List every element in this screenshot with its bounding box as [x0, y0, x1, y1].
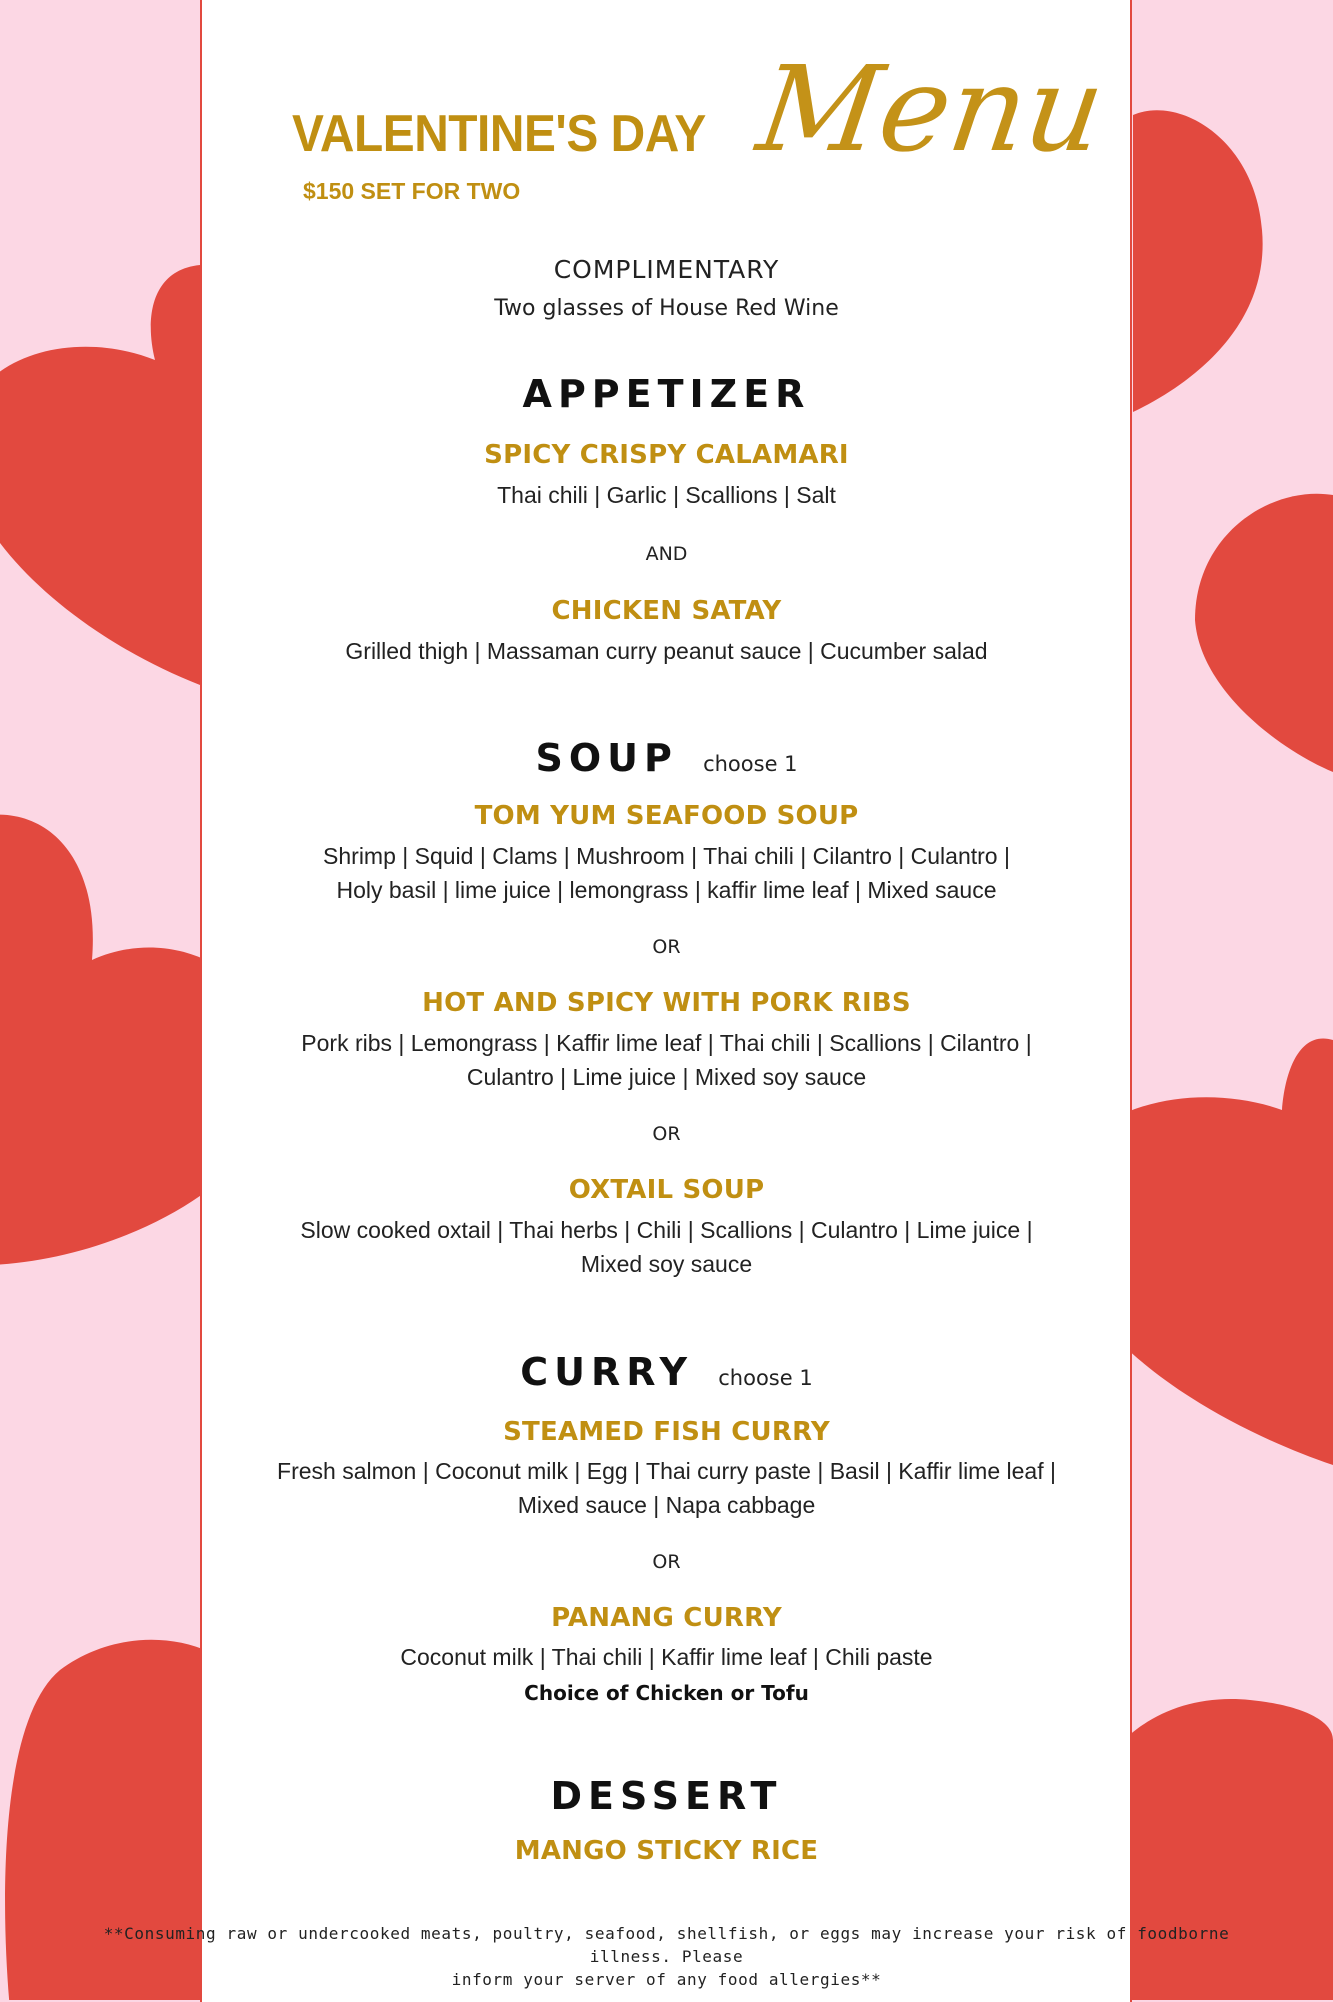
dish-name: STEAMED FISH CURRY [503, 1417, 830, 1447]
dish-name: MANGO STICKY RICE [514, 1836, 819, 1866]
dish-description: Holy basil | lime juice | lemongrass | kaffir lime leaf | Mixed sauce [336, 877, 997, 903]
dish-description: Pork ribs | Lemongrass | Kaffir lime leaf | Thai chili | Scallions | Cilantro | [301, 1030, 1032, 1056]
dish-name: CHICKEN SATAY [551, 596, 782, 626]
joiner-text: AND [645, 543, 688, 565]
or-text: OR [652, 1551, 681, 1573]
dish-description: Culantro | Lime juice | Mixed soy sauce [466, 1064, 867, 1090]
disclaimer-line: **Consuming raw or undercooked meats, poultry, seafood, shellfish, or eggs may increase your risk of foodborne illness. Please [103, 1924, 1230, 1966]
dish-description: Slow cooked oxtail | Thai herbs | Chili | Scallions | Culantro | Lime juice | [300, 1217, 1033, 1243]
dish-description: Shrimp | Squid | Clams | Mushroom | Thai chili | Cilantro | Culantro | [323, 843, 1010, 869]
choose-note: choose 1 [703, 752, 798, 776]
protein-choice: Choice of Chicken or Tofu [524, 1681, 809, 1705]
curry-heading [0, 1350, 1333, 1394]
menu-script-heading: Menu [750, 40, 1113, 178]
disclaimer-line: inform your server of any food allergies** [451, 1970, 882, 1989]
or-text: OR [652, 1123, 681, 1145]
choose-note: choose 1 [718, 1366, 813, 1390]
dish-name: TOM YUM SEAFOOD SOUP [474, 801, 859, 831]
dish-name: PANANG CURRY [551, 1603, 782, 1633]
dish-description: Mixed soy sauce [580, 1251, 753, 1277]
dish-description: Fresh salmon | Coconut milk | Egg | Thai curry paste | Basil | Kaffir lime leaf | [277, 1458, 1056, 1484]
dish-description: Coconut milk | Thai chili | Kaffir lime leaf | Chili paste [400, 1644, 933, 1670]
dish-description: Grilled thigh | Massaman curry peanut sauce | Cucumber salad [345, 638, 988, 664]
heart-shape-3 [1195, 494, 1333, 772]
dish-name: SPICY CRISPY CALAMARI [484, 440, 849, 470]
or-text: OR [652, 936, 681, 958]
dish-description: Mixed sauce | Napa cabbage [517, 1492, 816, 1518]
allergy-disclaimer [60, 1922, 1273, 1991]
dessert-heading: DESSERT [550, 1774, 783, 1818]
appetizer-heading: APPETIZER [522, 372, 811, 416]
dish-name: HOT AND SPICY WITH PORK RIBS [422, 988, 911, 1018]
soup-heading [0, 736, 1333, 780]
price-label: $150 SET FOR TWO [303, 178, 521, 204]
dish-name: OXTAIL SOUP [568, 1175, 765, 1205]
dish-description: Thai chili | Garlic | Scallions | Salt [497, 482, 836, 508]
complimentary-label: COMPLIMENTARY [553, 255, 780, 284]
section-title: CURRY [520, 1350, 694, 1394]
menu-title: VALENTINE'S DAY [292, 105, 706, 163]
complimentary-text: Two glasses of House Red Wine [494, 296, 839, 321]
section-title: SOUP [535, 736, 678, 780]
